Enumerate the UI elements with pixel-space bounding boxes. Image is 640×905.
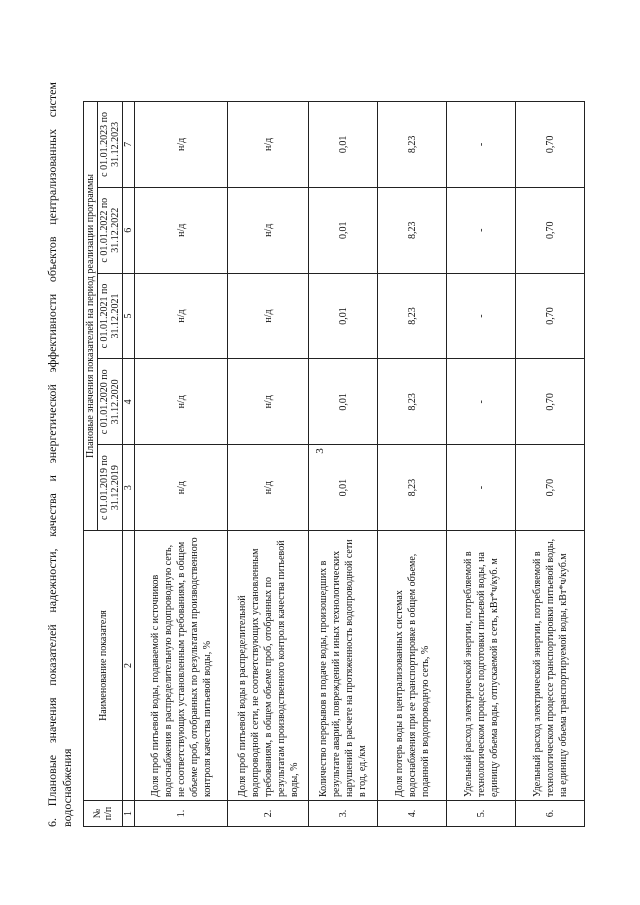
row-value: 0,70 [516, 445, 585, 531]
row-value: - [447, 187, 516, 273]
row-value: н/д [228, 359, 309, 445]
row-value: 8,23 [378, 187, 447, 273]
row-num: 4. [378, 801, 447, 827]
table-row [516, 102, 585, 827]
row-value: 8,23 [378, 445, 447, 531]
column-index: 6 [123, 187, 135, 273]
row-value: 0,01 [309, 187, 378, 273]
section-heading: 6. Плановые значения показателей надежности, качества и энергетической эффективности объектов централизованных систем водоснабжения [45, 82, 74, 827]
row-value: - [447, 445, 516, 531]
row-num: 1. [135, 801, 228, 827]
row-value: н/д [135, 445, 228, 531]
table-row [228, 102, 309, 827]
row-num: 5. [447, 801, 516, 827]
header-period: с 01.01.2023 по 31.12.2023 [98, 102, 123, 188]
header-period: с 01.01.2021 по 31.12.2021 [98, 273, 123, 359]
header-group: Плановые значения показателей на период реализации программы [84, 102, 98, 531]
row-value: 0,01 [309, 273, 378, 359]
row-value: - [447, 273, 516, 359]
row-value: н/д [228, 273, 309, 359]
row-value: н/д [135, 102, 228, 188]
header-period: с 01.01.2022 по 31.12.2022 [98, 187, 123, 273]
row-value: н/д [228, 102, 309, 188]
column-index: 4 [123, 359, 135, 445]
row-value: н/д [135, 273, 228, 359]
row-value: 0,01 [309, 359, 378, 445]
column-index: 5 [123, 273, 135, 359]
row-value: 8,23 [378, 359, 447, 445]
row-name: Доля проб питьевой воды, подаваемой с источников водоснабжения в распределительную водопроводную сеть, не соответствующих установленным требованиям, в общем объеме проб, отобранных по результатам производственного контроля качества питьевой воды, % [135, 531, 228, 801]
row-value: - [447, 359, 516, 445]
rotated-sheet [45, 70, 625, 835]
column-index: 7 [123, 102, 135, 188]
row-name: Удельный расход электрической энергии, потребляемой в технологическом процессе подготовки питьевой воды, на единицу объема воды, отпускаемой в сеть, кВт*ч/куб. м [447, 531, 516, 801]
row-value: н/д [228, 187, 309, 273]
row-value: 8,23 [378, 102, 447, 188]
row-value: 8,23 [378, 273, 447, 359]
row-value: н/д [135, 359, 228, 445]
table-row [378, 102, 447, 827]
row-value: 0,70 [516, 359, 585, 445]
row-num: 3. [309, 801, 378, 827]
row-name: Доля потерь воды в централизованных системах водоснабжения при ее транспортировке в общем объеме, поданной в водопроводную сеть, % [378, 531, 447, 801]
row-value: н/д [228, 445, 309, 531]
row-value: 0,70 [516, 273, 585, 359]
row-value: 0,70 [516, 102, 585, 188]
column-index: 3 [123, 445, 135, 531]
column-index-row [123, 102, 135, 827]
table-row [135, 102, 228, 827]
table-header-row [84, 102, 98, 827]
header-period: с 01.01.2020 по 31.12.2020 [98, 359, 123, 445]
column-index: 1 [123, 801, 135, 827]
header-period: с 01.01.2019 по 31.12.2019 [98, 445, 123, 531]
table-row [447, 102, 516, 827]
row-name: Доля проб питьевой воды в распределительной водопроводной сети, не соответствующих установленным требованиям, в общем объеме проб, отобранных по результатам производственного контроля качества питьевой воды, % [228, 531, 309, 801]
header-name: Наименование показателя [84, 531, 123, 801]
row-num: 6. [516, 801, 585, 827]
row-name: Количество перерывов в подаче воды, произошедших в результате аварий, повреждений и иных технологических нарушений в расчете на протяженность водопроводной сети в год, ед./км [309, 531, 378, 801]
row-num: 2. [228, 801, 309, 827]
row-value: 0,01 [309, 102, 378, 188]
row-value: - [447, 102, 516, 188]
indicators-table [83, 101, 585, 827]
table-row [309, 102, 378, 827]
header-num: № п/п [84, 801, 123, 827]
row-value: н/д [135, 187, 228, 273]
page-number: 3 [314, 448, 326, 454]
row-value: 0,01 [309, 445, 378, 531]
column-index: 2 [123, 531, 135, 801]
row-name: Удельный расход электрической энергии, потребляемой в технологическом процессе транспортировки питьевой воды, на единицу объема транспортируемой воды, кВт*ч/куб.м [516, 531, 585, 801]
row-value: 0,70 [516, 187, 585, 273]
